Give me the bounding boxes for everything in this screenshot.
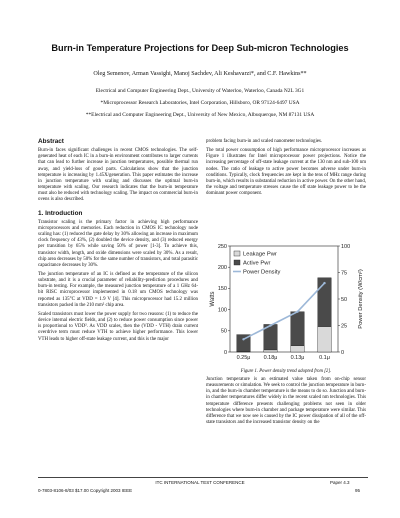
legend-label: Power Density xyxy=(243,269,281,276)
figure-1-chart xyxy=(208,240,368,368)
intro-paragraph: The junction temperature of an IC is defined as the temperature of the silicon substrate, and it is a crucial parameter of reliability-prediction procedures and burn-in testing. For example, the measured junction temperature of a 1 GHz 64-bit RISC microprocessor implemented in 0.18 um CMOS technology was reported as 135°C at VDD = 1.9 V [4]. This microprocessor had 15.2 million transistors packed in the 210 mm² chip area. xyxy=(38,271,198,308)
abstract-text: Burn-in faces significant challenges in recent CMOS technologies. The self-generated heat of each IC in a burn-in environment contributes to larger currents that can lead to further increase in junction temperatures, possible thermal run away, and yield-loss of good parts. Calculations show that the junction temperature is increasing by 1.45X/generation. This paper estimates the increase in junction temperature with scaling and discusses the optimal burn-in temperature with scaling. Our research indicates that the burn-in temperature must also be reduced with technology scaling. The impact on commercial burn-in ovens is also described. xyxy=(38,148,198,203)
x-tick-label: 0.25μ xyxy=(236,355,251,361)
abstract-heading: Abstract xyxy=(38,138,64,145)
copyright-line: 0-7803-8106-8/03 $17.00 Copyright 2003 IEEE xyxy=(38,488,133,493)
y-tick-label: 250 xyxy=(217,243,227,250)
y-tick-label: 150 xyxy=(217,286,227,293)
body-paragraph: The total power consumption of high performance microprocessor increases as Figure 1 illustrates for Intel microprocessor power projections. Notice the increasing percentage of off-state leakage current at the 130 nm and sub-100 nm nodes. The ratio of leakage to active power becomes adverse under burn-in conditions. Typically, clock frequencies are kept in the tens of MHz range during burn-in, which results in substantial reduction in active power. On the other hand, the voltage and temperature stresses cause the off state leakage power to be the dominant power component. xyxy=(206,148,366,197)
x-tick-label: 0.1μ xyxy=(319,355,330,361)
power-density-point xyxy=(269,324,271,326)
bar-segment xyxy=(318,278,332,327)
bar-segment xyxy=(291,312,305,346)
power-density-point xyxy=(296,311,298,313)
intro-paragraph: Transistor scaling is the primary factor in achieving high performance microprocessors and memories. Each reduction in CMOS IC technology node scaling has: (1) reduced the gate delay by 30% allowing an increase in maximum clock frequency of 43%, (2) doubled the device density, and (3) reduced energy per transition by 65% while saving 50% of power [1-3]. To achieve this, transistor width, length, and oxide dimensions were scaled by 30%. As a result, chip area decreases by 50% for the same number of transistors, and total parasitic capacitance decreases by 30%. xyxy=(38,219,198,268)
author-list: Oleg Semenov, Arman Vassighi, Manoj Sachdev, Ali Keshavarzi*, and C.F. Hawkins** xyxy=(93,71,307,77)
y-tick-label: 0 xyxy=(223,349,227,356)
body-paragraph: problem facing burn-in and scaled nanometer technologies. xyxy=(206,139,323,144)
y2-tick-label: 25 xyxy=(341,323,348,330)
conference-name: ITC INTERNATIONAL TEST CONFERENCE xyxy=(155,480,245,485)
y2-axis-label: Power Density (W/cm²) xyxy=(358,269,364,329)
y2-tick-label: 50 xyxy=(341,296,348,303)
affiliation-intel: *Microprocessor Research Laboratories, Intel Corporation, Hillsboro, OR 97124-6497 USA xyxy=(100,100,300,106)
left-column xyxy=(38,139,198,346)
y-tick-label: 100 xyxy=(217,307,227,314)
paper-number: Paper 4.3 xyxy=(330,480,350,485)
paper-title: Burn-in Temperature Projections for Deep Sub-micron Technologies xyxy=(51,43,349,53)
y2-tick-label: 75 xyxy=(341,270,348,277)
page-number: 95 xyxy=(355,488,361,493)
footer-rule xyxy=(38,477,368,478)
y2-tick-label: 0 xyxy=(341,349,345,356)
introduction-heading: 1. Introduction xyxy=(38,209,83,217)
bar-segment xyxy=(318,327,332,352)
x-tick-label: 0.18μ xyxy=(263,355,278,361)
affiliation-unm: **Electrical and Computer Engineering Dept., University of New Mexico, Albuquerque, NM 87131 USA xyxy=(85,112,315,118)
bar-segment xyxy=(264,350,278,352)
y-axis-label: Watts xyxy=(210,291,216,307)
right-column-bottom xyxy=(206,377,366,429)
power-density-point xyxy=(323,282,325,284)
legend-label: Leakage Pwr xyxy=(243,251,277,258)
legend-label: Active Pwr xyxy=(243,260,271,267)
power-chart-svg xyxy=(208,240,368,368)
legend-swatch xyxy=(234,251,240,256)
x-tick-label: 0.13μ xyxy=(290,355,305,361)
bar-segment xyxy=(291,346,305,352)
legend-swatch xyxy=(234,260,240,265)
body-paragraph: Junction temperature is an estimated value taken from on-chip sensor measurements or simulation. We seek to control the junction temperature in burn-in, and the burn-in chamber temperature is the means to do so. Junction and burn-in chamber temperatures differ widely in the recent scaled nm technologies. This temperature difference presents challenging problems not seen in older technologies where burn-in chamber and package temperature were similar. This difference that we now see is caused by the IC power dissipation of all of the off-state transistors and the increased transistor density on the xyxy=(206,377,366,426)
intro-paragraph: Scaled transistors must lower the power supply for two reasons: (1) to reduce the device internal electric fields, and (2) to reduce power consumption since power is proportional to VDD². As VDD scales, then the (VDD - VTH) drain current overdrive term must reduce VTH to achieve higher performance. This lower VTH leads to higher off-state leakage current, and this is the major xyxy=(38,311,198,342)
y-tick-label: 200 xyxy=(217,265,227,271)
figure-caption: Figure 1. Power density trend adopted from [2]. xyxy=(240,369,332,374)
y2-tick-label: 100 xyxy=(341,243,351,250)
power-density-point xyxy=(242,338,244,340)
right-column-top xyxy=(206,139,366,200)
y-tick-label: 50 xyxy=(220,328,227,335)
affiliation-waterloo: Electrical and Computer Engineering Dept., University of Waterloo, Waterloo, Canada N2L 3G1 xyxy=(95,88,305,94)
